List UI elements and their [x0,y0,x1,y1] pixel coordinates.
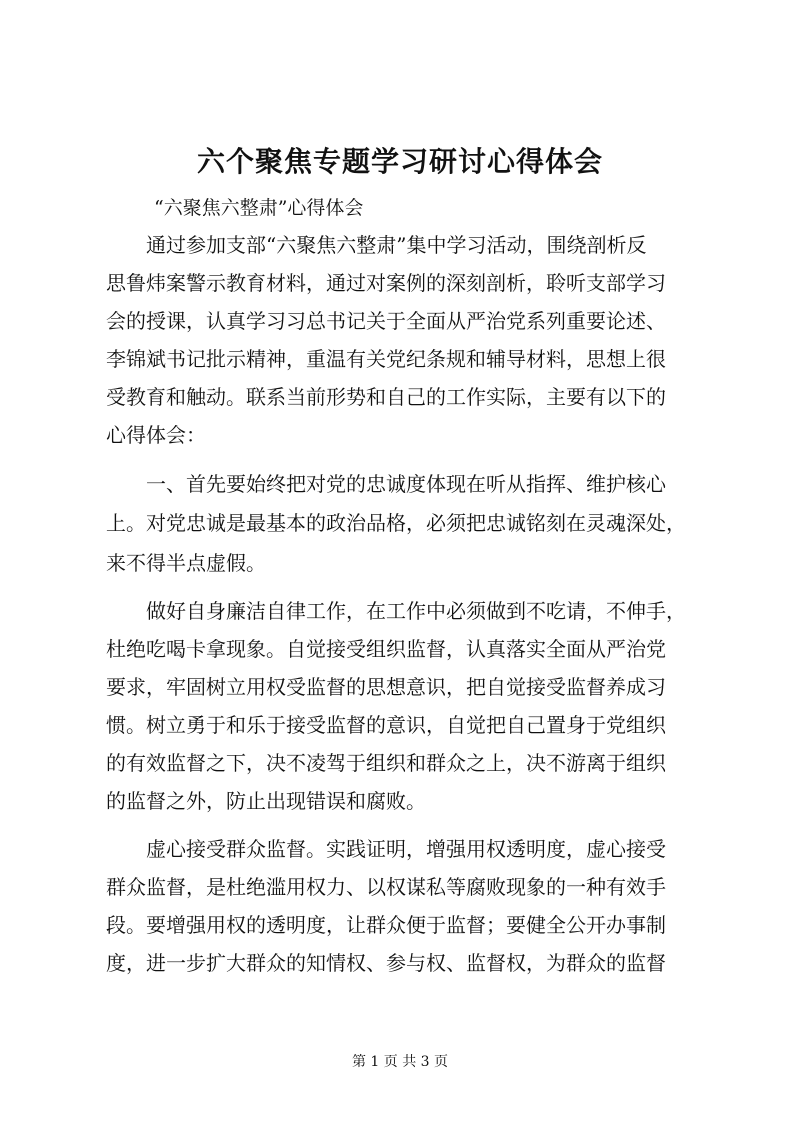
page-number-footer: 第 1 页 共 3 页 [351,1054,449,1070]
body-line-1: 通过参加支部“六聚焦六整肃”集中学习活动，围绕剖析反 [146,233,647,257]
body-line-3: 会的授课，认真学习习总书记关于全面从严治党系列重要论述、 [106,309,666,333]
body-line-19: 度，进一步扩大群众的知情权、参与权、监督权，为群众的监督 [106,951,666,975]
page-title: 六个聚焦专题学习研讨心得体会 [196,145,603,178]
body-line-4: 李锦斌书记批示精神，重温有关党纪条规和辅导材料，思想上很 [106,347,666,371]
body-line-8: 上。对党忠诚是最基本的政治品格，必须把忠诚铭刻在灵魂深处， [106,511,686,535]
body-line-6: 心得体会： [106,423,206,447]
body-line-18: 段。要增强用权的透明度，让群众便于监督；要健全公开办事制 [106,913,666,937]
body-line-11: 杜绝吃喝卡拿现象。自觉接受组织监督，认真落实全面从严治党 [106,637,666,661]
body-line-16: 虚心接受群众监督。实践证明，增强用权透明度，虚心接受 [146,837,666,861]
body-line-10: 做好自身廉洁自律工作，在工作中必须做到不吃请，不伸手， [146,599,686,623]
body-line-13: 惯。树立勇于和乐于接受监督的意识，自觉把自己置身于党组织 [106,713,666,737]
body-line-17: 群众监督，是杜绝滥用权力、以权谋私等腐败现象的一种有效手 [106,875,666,899]
body-line-9: 来不得半点虚假。 [106,551,266,575]
body-line-12: 要求，牢固树立用权受监督的思想意识，把自觉接受监督养成习 [106,675,666,699]
body-line-5: 受教育和触动。联系当前形势和自己的工作实际，主要有以下的 [106,385,666,409]
body-line-15: 的监督之外，防止出现错误和腐败。 [106,789,426,813]
body-line-14: 的有效监督之下，决不凌驾于组织和群众之上，决不游离于组织 [106,751,666,775]
body-line-7: 一、首先要始终把对党的忠诚度体现在听从指挥、维护核心 [146,472,666,496]
subtitle: “六聚焦六整肃”心得体会 [154,197,364,219]
body-line-2: 思鲁炜案警示教育材料，通过对案例的深刻剖析，聆听支部学习 [106,271,666,295]
